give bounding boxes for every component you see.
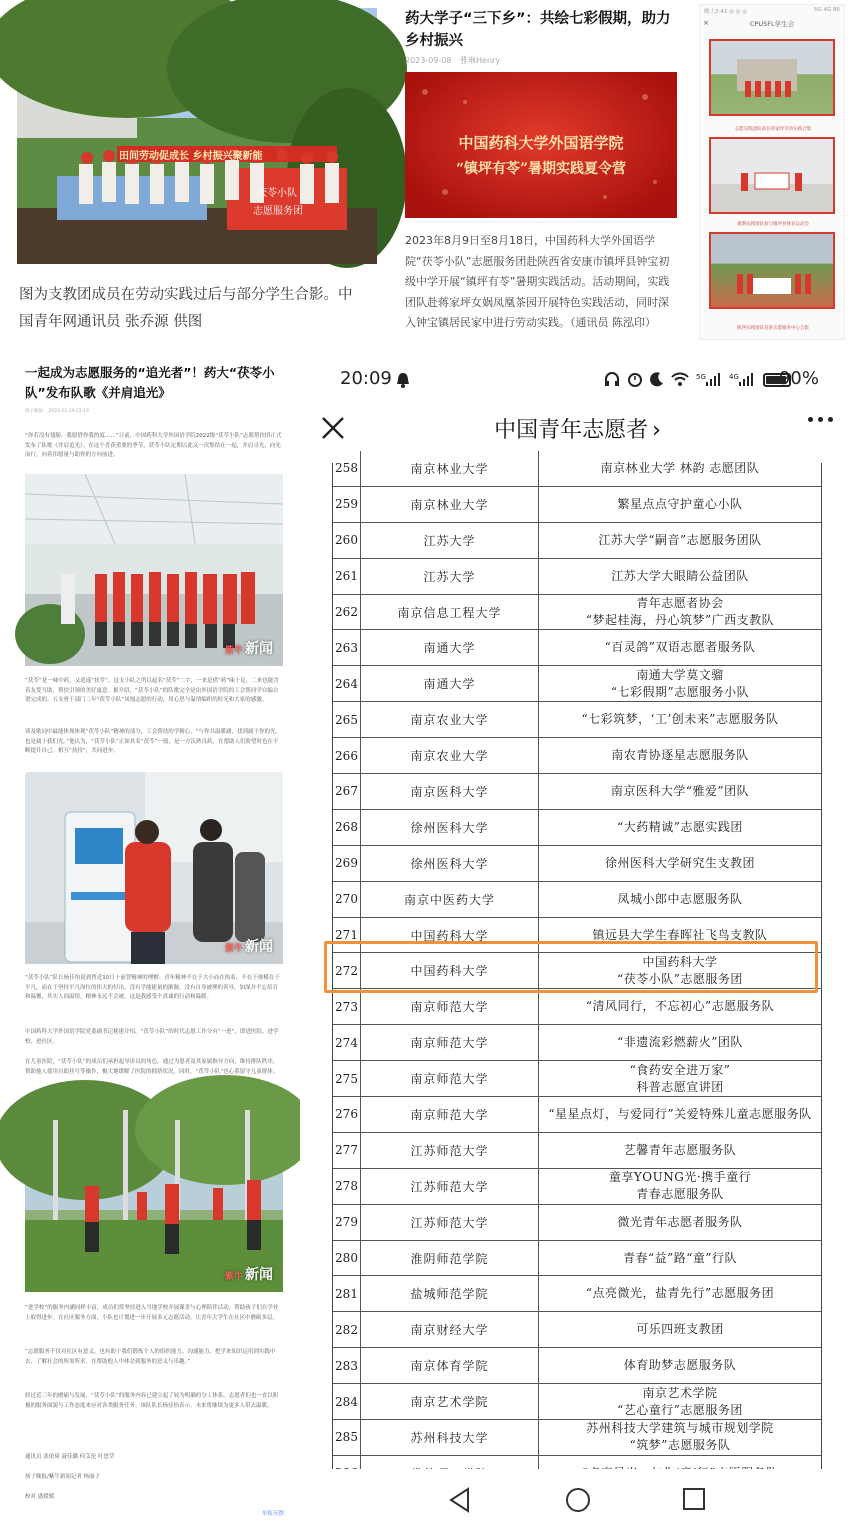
status-time: 20:09 [340, 368, 392, 389]
battery-percent: 90% [778, 368, 819, 389]
team-name [539, 1348, 821, 1383]
team-name [539, 1025, 821, 1060]
article-date: 2023-11-29 22:14 [48, 409, 89, 414]
back-triangle-icon[interactable] [448, 1487, 472, 1513]
table-row [333, 989, 821, 1025]
row-number: 280 [333, 1241, 361, 1276]
paragraph: “你若没有翅膀，我愿借你我的度……”日前，中国药科大学外国语学院2022级“茯苓小队”志愿帮扶团正式发布了队歌《并肩追光》。在这个喜获重要的季节，茯苓小队定期以此又一次集结在一起，并肩寻光，向光而行，向着伟愿量与助你的方向前进。 [25, 433, 282, 458]
team-photo-1 [709, 39, 835, 116]
photo-caption: 图为支教团成员在劳动实践过后与部分学生合影。中国青年网通讯员 张乔源 供图 [19, 287, 353, 330]
signal-4g-icon [729, 371, 755, 387]
table-row [333, 1097, 821, 1133]
paragraph: 中国药科大学外国语学院党委副书记秘建介绍，“茯苓小队”的时代志愿工作分有“一进”，即进医院、进学校、进社区。 [25, 1029, 279, 1045]
school-name: 南京师范大学 [361, 1061, 539, 1096]
mini-status-bar: 晚上2:41 ◎ ◎ ◎ 5G 4G 86 [704, 7, 840, 15]
row-number: 272 [333, 953, 361, 988]
team-name [539, 1384, 821, 1419]
school-name: 盐城师范学院 [361, 1276, 539, 1311]
team-name [539, 1420, 821, 1455]
more-menu-icon[interactable] [808, 417, 833, 422]
paragraph: “志愿服务不仅对社区有意义，也有助于我们锻炼个人的组织能力、沟通能力，把学来知识运用到实践中去，了解社会的所需所求，在帮助他人中体会到服务的意义与乐趣。” [25, 1349, 276, 1365]
school-name: 南京师范大学 [361, 1025, 539, 1060]
table-row [333, 666, 821, 702]
news-article [14, 352, 296, 1527]
team-name [539, 702, 821, 737]
paragraph: 谈及歌词中最能体现体现“茯苓小队”精神的部分，工会帮扶的学精心，“与你共温暖涵，找到属于你的光。也是属于我们光。”他认为，“茯苓小队”正如其名“茯苓”一般，是一方沃熟良药，在帮助人们盼望时也在不断提升自己。相互“扶持”，共同进步。 [25, 729, 282, 754]
row-number: 269 [333, 846, 361, 881]
table-row [333, 630, 821, 666]
banner-line-2: “镇坪有苓”暑期实践夏令营 [455, 161, 627, 177]
article-body: 2023年8月9日至8月18日，中国药科大学外国语学院“茯苓小队”志愿服务团赴陕西省安康市镇坪县钟宝初级中学开展“镇坪有苓”暑期实践活动。活动期间，实践团队赴蒋家坪女娲凤凰茶园开展特色实践活动，同时深入钟宝镇居民家中进行劳动实践。（通讯员 陈泓印） [405, 234, 670, 329]
team-name-text: 江苏大学“嗣音”志愿服务团队 [598, 532, 762, 547]
school-name: 南京艺术学院 [361, 1384, 539, 1419]
row-number: 282 [333, 1312, 361, 1347]
school-name: 苏州科技大学 [361, 1420, 539, 1455]
team-name [539, 523, 821, 558]
row-number: 268 [333, 810, 361, 845]
school-name: 中国药科大学 [361, 918, 539, 953]
school-name: 南京中医药大学 [361, 882, 539, 917]
table-row [333, 559, 821, 595]
hospital-kiosk-photo [25, 772, 283, 964]
team-name-text: 苏州科技大学建筑与城市规划学院 “筑梦”志愿服务队 [586, 1421, 774, 1453]
row-number: 281 [333, 1276, 361, 1311]
team-name [539, 989, 821, 1024]
team-name-text: “星星点灯，与爱同行”关爱特殊儿童志愿服务队 [548, 1106, 812, 1121]
team-name [539, 559, 821, 594]
team-name-text: 南京林业大学 林韵 志愿团队 [600, 460, 760, 475]
team-name-text: “食药安全进万家” 科普志愿宣讲团 [629, 1062, 731, 1094]
close-icon[interactable]: × [703, 19, 709, 27]
team-name [539, 451, 821, 486]
team-name-text: “点亮微光，盐青先行”志愿服务团 [585, 1286, 775, 1301]
event-banner-image [405, 72, 677, 218]
credit-editor: 扬子晚报/紫牛新闻记者 杨丽子 [25, 1474, 101, 1480]
team-name [539, 810, 821, 845]
status-icons [604, 371, 755, 387]
school-name: 南京林业大学 [361, 451, 539, 486]
school-name: 中国药科大学 [361, 953, 539, 988]
team-name-text: “大药精诚”志愿实践团 [617, 819, 743, 834]
row-number: 275 [333, 1061, 361, 1096]
table-row [333, 882, 821, 918]
table-row [333, 810, 821, 846]
photo-caption-1: 志愿实践团队前往蒋家坪劳动实践合影 [734, 127, 812, 132]
headphones-icon [604, 371, 620, 387]
team-photo-3 [709, 232, 835, 309]
team-name [539, 774, 821, 809]
volunteer-group-photo [17, 8, 377, 264]
team-name [539, 1061, 821, 1096]
svg-text:5G: 5G [696, 373, 706, 381]
row-number: 266 [333, 738, 361, 773]
table-row [333, 595, 821, 631]
team-name [539, 666, 821, 701]
school-name: 南京体育学院 [361, 1348, 539, 1383]
photo-caption-3: 陕西实践团队宣讲志愿服务中心合影 [737, 326, 809, 331]
team-name [539, 882, 821, 917]
school-name: 江苏大学 [361, 559, 539, 594]
row-number: 285 [333, 1420, 361, 1455]
table-row [333, 774, 821, 810]
banner-text-2: 茯苓小队 [257, 188, 297, 199]
row-number: 274 [333, 1025, 361, 1060]
row-number: 262 [333, 595, 361, 630]
table-row [333, 523, 821, 559]
home-circle-icon[interactable] [565, 1487, 591, 1513]
tree-planting-photo [25, 1100, 283, 1292]
paragraph: 在儿童医院，“茯苓小队”的成员们承担起导诊员的角色。通过为患者及其家属指导方向，维持排队秩序，帮助他人使用自助挂号等操作，极大地缓解了医院的拥挤状况。同时，“茯苓小队”也心系留守儿童群体。 [25, 1059, 279, 1075]
school-name: 徐州医科大学 [361, 810, 539, 845]
school-name: 南京师范大学 [361, 1097, 539, 1132]
row-number: 284 [333, 1384, 361, 1419]
team-name-text: 镇远县大学生春晖社飞鸟支教队 [592, 927, 768, 942]
top-navigation [300, 409, 855, 455]
table-row [333, 1276, 821, 1312]
team-name-text: 青年志愿者协会 “梦起桂海，丹心筑梦”广西支教队 [585, 596, 775, 627]
team-name-text: 体育助梦志愿服务队 [623, 1358, 737, 1373]
table-row [333, 1241, 821, 1277]
station-volunteers-photo [25, 474, 283, 666]
article-author[interactable]: 雅琳Henry [460, 56, 501, 65]
credit-reporters: 通讯员 张依琦 聂佳璐 何艾伦 叶思莹 [25, 1454, 115, 1460]
team-name [539, 1312, 821, 1347]
team-photo-2 [709, 137, 835, 214]
school-name: 南京信息工程大学 [361, 595, 539, 630]
table-row [333, 1420, 821, 1456]
team-name-text: 艺馨青年志愿服务队 [623, 1142, 737, 1157]
row-number: 278 [333, 1169, 361, 1204]
school-name: 南京财经大学 [361, 1312, 539, 1347]
row-number: 283 [333, 1348, 361, 1383]
school-name: 淮阴师范学院 [361, 1241, 539, 1276]
credit-proofreader: 校对 盛媛媛 [25, 1494, 55, 1500]
photo-caption-2: 暑期实践团队参与镇坪县体育运动会 [737, 222, 809, 227]
system-navigation-bar [300, 1469, 855, 1533]
row-number: 279 [333, 1205, 361, 1240]
account-title[interactable] [300, 413, 855, 444]
row-number: 267 [333, 774, 361, 809]
table-row [333, 1312, 821, 1348]
status-bar [300, 353, 855, 403]
row-number: 276 [333, 1097, 361, 1132]
moon-icon [650, 371, 664, 387]
mini-header-title: CPUSFL学生会 [749, 20, 795, 28]
school-name: 江苏大学 [361, 523, 539, 558]
team-name [539, 1205, 821, 1240]
team-name-text: 童享YOUNG光·携手童行 青春志愿服务队 [608, 1170, 752, 1202]
banner-text-3: 志愿服务团 [253, 206, 303, 217]
team-name [539, 1133, 821, 1168]
paragraph: 经过近三年的磨砺与发展，“茯苓小队”的服务内容已建立起了较为明确的分工体系。志愿者们也一直以积极的服务面貌与工作态度来应对各类服务任务。该队队长杨佳怡表示，未来将继续为更多人带去温暖。 [25, 1393, 279, 1409]
table-row [333, 1025, 821, 1061]
row-number: 258 [333, 451, 361, 486]
team-name-text: 南京医科大学“雅爱”团队 [610, 783, 750, 798]
article-title[interactable]: 药大学子“三下乡”：共绘七彩假期，助力乡村振兴 [405, 11, 671, 49]
table-row [333, 1384, 821, 1420]
school-name: 南京医科大学 [361, 774, 539, 809]
team-name [539, 1169, 821, 1204]
row-number: 259 [333, 487, 361, 522]
team-name [539, 595, 821, 630]
row-number: 273 [333, 989, 361, 1024]
table-row [333, 1205, 821, 1241]
school-name: 南京农业大学 [361, 702, 539, 737]
school-name: 南京农业大学 [361, 738, 539, 773]
row-number: 277 [333, 1133, 361, 1168]
article-date: 2023-09-08 [405, 56, 452, 65]
row-number: 260 [333, 523, 361, 558]
svg-text:4G: 4G [729, 373, 739, 381]
table-row [333, 487, 821, 523]
team-name-text: “非遗流彩燃薪火”团队 [617, 1035, 743, 1050]
table-row [333, 702, 821, 738]
row-number: 264 [333, 666, 361, 701]
team-name-text: 青春“益”路“童”行队 [622, 1250, 738, 1265]
team-name-text: “百灵鸽”双语志愿者服务队 [604, 640, 756, 655]
table-row [333, 846, 821, 882]
team-name-text: 江苏大学大眼睛公益团队 [611, 568, 749, 583]
team-name-text: 徐州医科大学研究生支教团 [604, 855, 755, 870]
banner-line-1: 中国药科大学外国语学院 [458, 134, 624, 152]
table-row [333, 1133, 821, 1169]
team-name-text: 凤城小郎中志愿服务队 [617, 891, 743, 906]
article-source: 扬子晚报 [25, 409, 43, 414]
account-name: 中国青年志愿者 [494, 418, 649, 443]
official-account-screenshot [699, 4, 845, 340]
table-row [333, 1061, 821, 1097]
team-name [539, 738, 821, 773]
table-row [333, 1348, 821, 1384]
team-name-text: 南农青协逐星志愿服务队 [611, 748, 749, 763]
team-name-text: 可乐四班支教团 [636, 1322, 724, 1337]
notification-bell-icon [396, 372, 410, 388]
team-name [539, 1241, 821, 1276]
team-name-text: 微光青年志愿者服务队 [617, 1214, 743, 1229]
chevron-right-icon: › [652, 418, 661, 443]
team-name-text: 中国药科大学 “茯苓小队”志愿服务团 [617, 954, 743, 986]
paragraph: “茯苓小队”队长杨佳怡说到曾近10月十前曾精神的理解：青年精神不在于大小而在执着，不在于规模在于平凡，而在于坚持平凡岗位的伟大的付出。没有学能能量的渐渐，没有自身被理的善导，加深并不忘培育和温馨，其实人间温情，精神永远不会被，这是我感受个真诚的行动和温暖。 [25, 975, 280, 1000]
row-number: 263 [333, 630, 361, 665]
alarm-icon [627, 371, 643, 387]
row-number: 261 [333, 559, 361, 594]
school-name: 徐州医科大学 [361, 846, 539, 881]
table-row [333, 738, 821, 774]
team-name [539, 846, 821, 881]
team-name [539, 1276, 821, 1311]
table-row [333, 1169, 821, 1205]
table-row [333, 451, 821, 487]
report-link[interactable]: 举报反馈 [262, 1511, 285, 1517]
article-meta [25, 408, 93, 414]
row-number: 265 [333, 702, 361, 737]
team-name-text: 繁星点点守护童心小队 [617, 496, 743, 511]
paragraph: “进学校”的服务内涵同样丰富，成员们常坚持进入当地学校开展课堂与心理陪伴活动，帮助孩子们在学业上取得进步。在社区服务方面，小队也计划进一步开展多元志愿活动，让青年大学生在社区中磨砺多层。 [25, 1305, 279, 1321]
team-name [539, 487, 821, 522]
school-name: 南通大学 [361, 666, 539, 701]
team-name-text: “七彩筑梦，‘工’创未来”志愿服务队 [581, 712, 779, 727]
team-name-text: “清风同行，不忘初心”志愿服务队 [585, 999, 775, 1014]
team-name [539, 1097, 821, 1132]
watermark: 紫牛 新闻 [224, 641, 273, 657]
article-title: 一起成为志愿服务的“追光者”！药大“茯苓小队”发布队歌《并肩追光》 [25, 365, 275, 400]
school-name: 江苏师范大学 [361, 1205, 539, 1240]
mini-header [700, 19, 844, 28]
recents-square-icon[interactable] [682, 1487, 706, 1513]
article-meta [405, 55, 506, 66]
school-name: 江苏师范大学 [361, 1133, 539, 1168]
team-name-text: 南京艺术学院 “艺心童行”志愿服务团 [617, 1385, 743, 1417]
row-number: 271 [333, 918, 361, 953]
school-name: 江苏师范大学 [361, 1169, 539, 1204]
wifi-icon [671, 371, 689, 387]
paragraph: “茯苓”是一味中药，又逍遥“扶苓”。这支小队之所以起名“茯苓”二字，一来是借“药”味十足，二来也能含着友爱互助，帮扶引领的美好寓意。据介绍，“茯苓小队”的队歌完全是由外国语学院的工会帮同学自编自谱完成的。五支骨干部门二年“茯苓小队”凤凰志愿的行动，用心思与温情编织的时光和大家的感激。 [25, 678, 279, 703]
watermark: 紫牛 新闻 [224, 939, 273, 955]
watermark: 紫牛 新闻 [224, 1267, 273, 1283]
highlight-box [324, 941, 818, 993]
school-name: 南京林业大学 [361, 487, 539, 522]
school-name: 南通大学 [361, 630, 539, 665]
team-name [539, 630, 821, 665]
row-number: 270 [333, 882, 361, 917]
school-name: 南京师范大学 [361, 989, 539, 1024]
signal-5g-icon [696, 371, 722, 387]
mobile-screenshot [300, 353, 855, 1533]
banner-text-1: 田间劳动促成长 乡村振兴聚新能 [119, 151, 263, 162]
team-name-text: 南通大学莫文骝 “七彩假期”志愿服务小队 [610, 667, 750, 699]
